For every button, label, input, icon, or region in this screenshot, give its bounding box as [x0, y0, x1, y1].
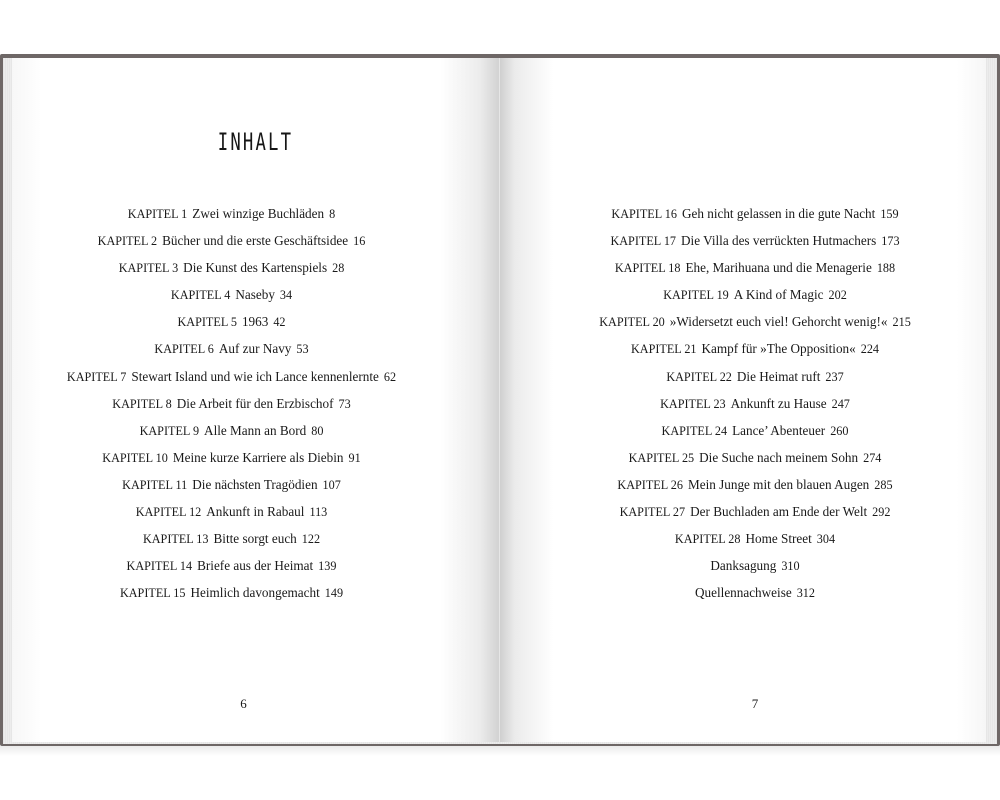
toc-page-number: 173 [881, 234, 900, 249]
toc-page-number: 188 [876, 261, 896, 276]
toc-chapter-number: KAPITEL 16 [611, 207, 677, 221]
toc-page-number: 149 [324, 586, 344, 601]
toc-chapter-number: KAPITEL 13 [142, 532, 209, 547]
toc-page-number: 310 [781, 559, 800, 574]
toc-entry [512, 417, 998, 444]
toc-chapter-number: KAPITEL 11 [122, 477, 188, 492]
toc-page-number: 8 [329, 207, 336, 221]
toc-chapter-title: Bitte sorgt euch [213, 531, 297, 547]
toc-page-number: 260 [830, 423, 849, 438]
toc-entry [0, 200, 475, 227]
toc-page-number: 73 [338, 396, 351, 411]
toc-page-number: 247 [831, 396, 850, 411]
toc-page-number: 42 [273, 315, 286, 330]
toc-page-number: 159 [880, 207, 899, 221]
toc-entry [512, 335, 998, 362]
toc-chapter-title: Ehe, Marihuana und die Menagerie [685, 260, 872, 276]
toc-entry [0, 471, 475, 498]
toc-page-number: 107 [322, 477, 341, 492]
toc-chapter-number: KAPITEL 23 [660, 396, 726, 411]
toc-chapter-number: KAPITEL 2 [97, 234, 158, 249]
toc-chapter-title: Lance’ Abenteuer [732, 422, 826, 438]
toc-chapter-title: Ankunft zu Hause [730, 395, 827, 411]
toc-chapter-number: KAPITEL 4 [170, 288, 231, 303]
toc-page-number: 215 [892, 315, 911, 330]
toc-entry [512, 281, 998, 308]
toc-page-number: 62 [383, 369, 397, 384]
toc-chapter-number: KAPITEL 7 [66, 369, 127, 384]
toc-chapter-number: KAPITEL 26 [617, 477, 683, 492]
toc-chapter-number: KAPITEL 5 [177, 315, 237, 330]
toc-chapter-title: Die nächsten Tragödien [192, 476, 318, 492]
toc-chapter-title: Auf zur Navy [218, 341, 292, 357]
toc-entry [0, 417, 475, 444]
toc-chapter-title: Stewart Island und wie ich Lance kennenlernte [131, 368, 379, 384]
toc-entry [512, 471, 998, 498]
toc-page-number: 122 [301, 532, 321, 547]
toc-entry [0, 552, 475, 579]
toc-chapter-number: KAPITEL 27 [619, 505, 686, 520]
toc-chapter-title: Home Street [745, 531, 812, 547]
toc-chapter-title: Danksagung [710, 558, 777, 574]
toc-entry [512, 308, 998, 335]
toc-chapter-number: KAPITEL 18 [614, 261, 681, 276]
toc-entry [512, 227, 998, 254]
toc-page-number: 237 [825, 369, 844, 384]
toc-chapter-number: KAPITEL 20 [599, 315, 665, 330]
toc-chapter-number: KAPITEL 12 [135, 505, 202, 520]
toc-chapter-number: KAPITEL 14 [126, 559, 193, 574]
toc-entry [512, 363, 998, 390]
toc-entry [0, 227, 475, 254]
toc-page-number: 34 [279, 288, 293, 303]
toc-chapter-number: KAPITEL 15 [119, 586, 186, 601]
toc-chapter-title: Die Suche nach meinem Sohn [699, 449, 859, 465]
toc-entry [0, 308, 475, 335]
toc-chapter-number: KAPITEL 22 [666, 369, 732, 384]
toc-chapter-title: Geh nicht gelassen in die gute Nacht [681, 206, 876, 221]
toc-chapter-title: Die Heimat ruft [736, 368, 821, 384]
toc-chapter-title: Meine kurze Karriere als Diebin [172, 449, 344, 465]
toc-chapter-title: Quellennachweise [695, 585, 792, 601]
toc-entry [0, 525, 475, 552]
book-shadow [0, 746, 1000, 756]
toc-chapter-number: KAPITEL 1 [127, 207, 188, 221]
toc-list-left [0, 200, 475, 606]
toc-chapter-title: »Widersetzt euch viel! Gehorcht wenig!« [669, 314, 888, 330]
page-number-right: 7 [751, 696, 759, 711]
toc-chapter-number: KAPITEL 10 [102, 450, 168, 465]
right-page [500, 58, 986, 742]
toc-chapter-number: KAPITEL 8 [112, 396, 172, 411]
toc-chapter-title: Heimlich davongemacht [190, 585, 320, 601]
toc-page-number: 274 [863, 450, 882, 465]
toc-page-number: 80 [311, 423, 324, 438]
toc-page-number: 202 [828, 288, 847, 303]
toc-entry [512, 552, 998, 579]
toc-chapter-title: Die Villa des verrückten Hutmachers [681, 233, 877, 249]
toc-entry [512, 254, 998, 281]
toc-page-number: 224 [860, 342, 880, 357]
toc-chapter-title: Ankunft in Rabaul [206, 504, 305, 520]
toc-entry [512, 498, 998, 525]
toc-page-number: 139 [318, 559, 337, 574]
toc-chapter-number: KAPITEL 17 [610, 234, 677, 249]
toc-entry [0, 390, 475, 417]
toc-entry [0, 498, 475, 525]
page-number-left: 6 [240, 696, 247, 711]
toc-heading: INHALT [217, 128, 294, 156]
toc-chapter-title: Alle Mann an Bord [204, 422, 307, 438]
toc-page-number: 113 [309, 505, 328, 520]
toc-entry [0, 281, 475, 308]
toc-chapter-number: KAPITEL 9 [139, 423, 200, 438]
toc-entry [512, 444, 998, 471]
toc-entry [512, 200, 998, 227]
toc-page-number: 292 [872, 505, 891, 520]
toc-page-number: 53 [296, 342, 309, 357]
toc-chapter-title: Die Arbeit für den Erzbischof [176, 395, 334, 411]
toc-chapter-number: KAPITEL 24 [661, 423, 728, 438]
toc-entry [512, 390, 998, 417]
toc-chapter-title: 1963 [241, 314, 269, 330]
toc-chapter-number: KAPITEL 6 [154, 342, 214, 357]
left-page [12, 58, 499, 742]
toc-chapter-title: Briefe aus der Heimat [197, 558, 314, 574]
toc-page-number: 304 [816, 532, 836, 547]
toc-entry [512, 579, 998, 606]
toc-chapter-number: KAPITEL 19 [663, 288, 729, 303]
toc-chapter-title: Kampf für »The Opposition« [701, 341, 856, 357]
toc-chapter-title: Der Buchladen am Ende der Welt [690, 504, 868, 520]
toc-chapter-number: KAPITEL 3 [118, 261, 179, 276]
toc-entry [0, 254, 475, 281]
toc-page-number: 285 [874, 477, 893, 492]
toc-entry [512, 525, 998, 552]
toc-entry [0, 579, 475, 606]
toc-chapter-title: Naseby [235, 287, 275, 303]
toc-entry [0, 335, 475, 362]
toc-page-number: 312 [796, 586, 815, 601]
toc-chapter-title: Bücher und die erste Geschäftsidee [162, 233, 349, 249]
toc-chapter-number: KAPITEL 21 [630, 342, 697, 357]
toc-entry [0, 363, 475, 390]
toc-chapter-title: A Kind of Magic [733, 287, 824, 303]
toc-chapter-title: Die Kunst des Kartenspiels [183, 260, 328, 276]
toc-entry [0, 444, 475, 471]
toc-list-right [512, 200, 998, 606]
toc-page-number: 16 [353, 234, 366, 249]
toc-chapter-number: KAPITEL 25 [628, 450, 695, 465]
toc-page-number: 28 [332, 261, 345, 276]
toc-chapter-number: KAPITEL 28 [674, 532, 741, 547]
toc-page-number: 91 [348, 450, 361, 465]
toc-chapter-title: Mein Junge mit den blauen Augen [687, 476, 870, 492]
toc-chapter-title: Zwei winzige Buchläden [192, 206, 325, 221]
